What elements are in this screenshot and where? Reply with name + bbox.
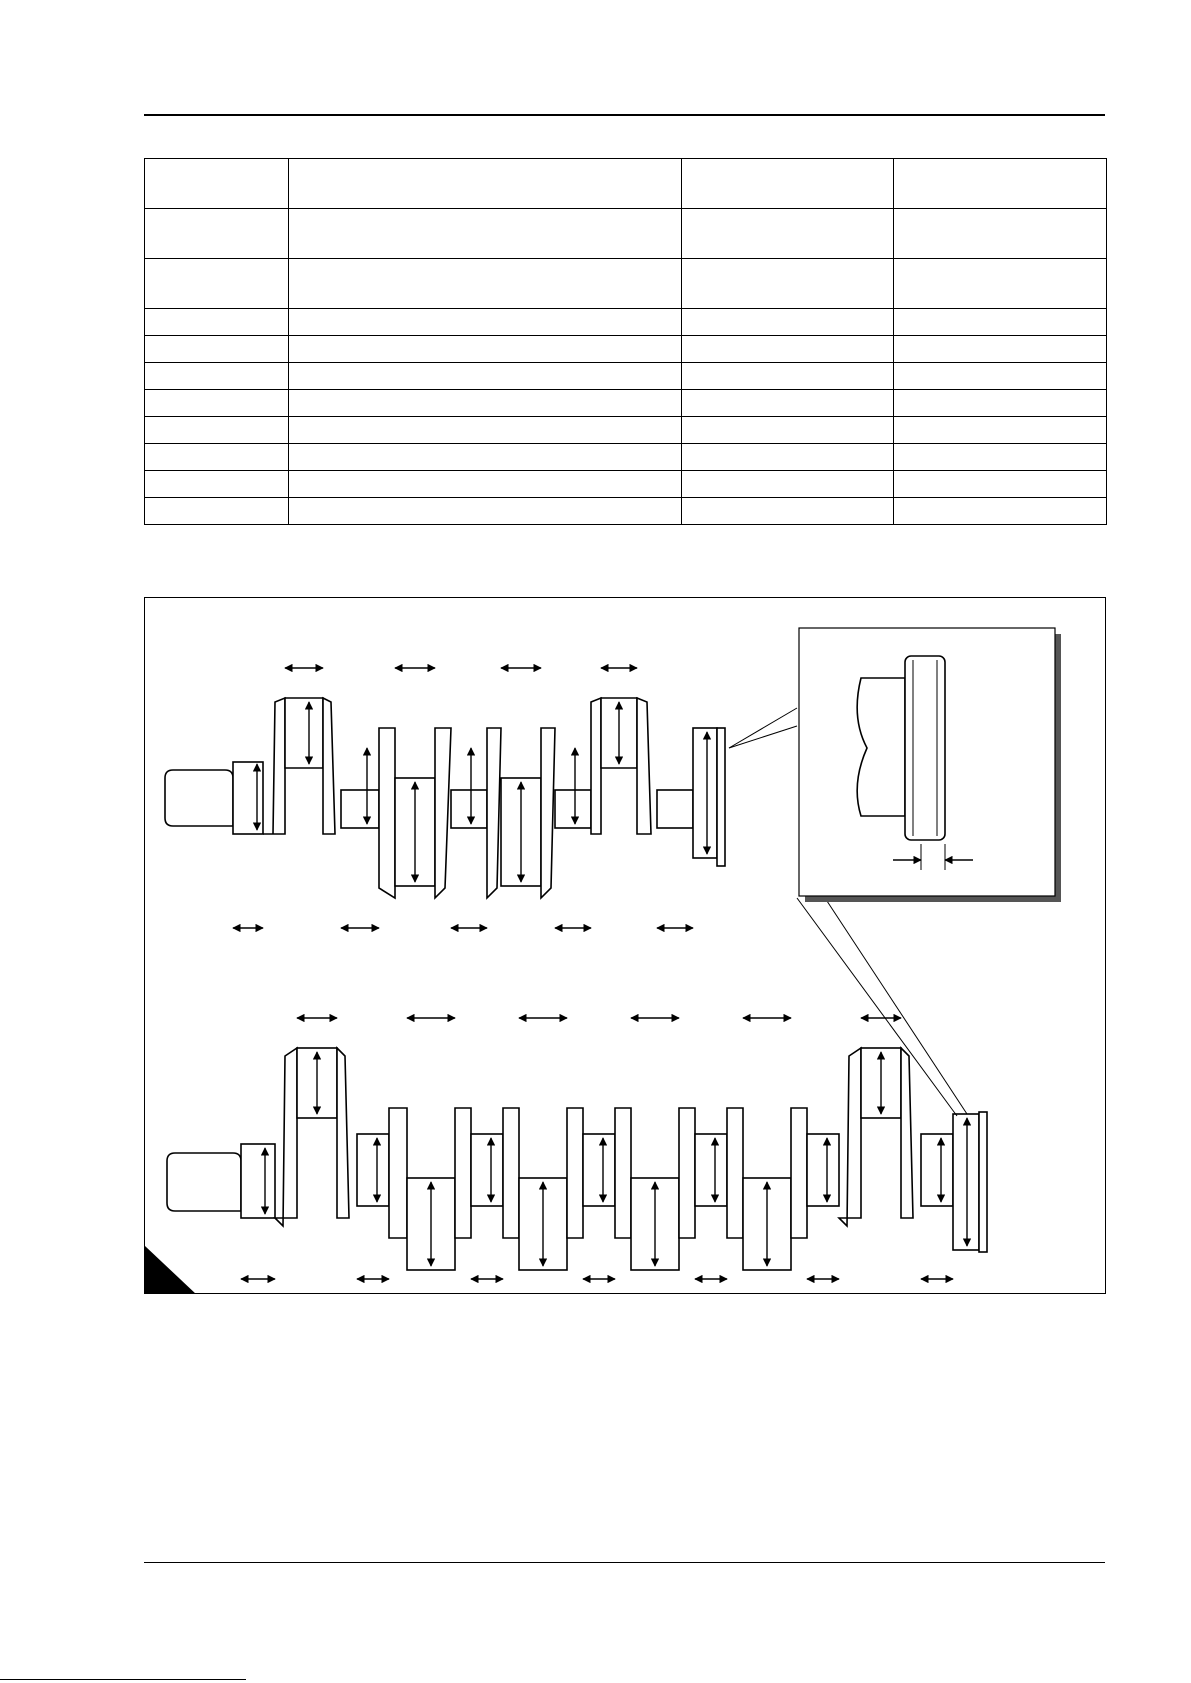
spec-table bbox=[144, 158, 1107, 525]
detail-callout bbox=[729, 628, 1061, 1116]
table-cell bbox=[145, 259, 289, 309]
table-cell bbox=[289, 259, 682, 309]
table-cell bbox=[145, 498, 289, 525]
table-cell bbox=[682, 159, 894, 209]
table-cell bbox=[289, 159, 682, 209]
table-cell bbox=[145, 309, 289, 336]
table-row bbox=[145, 444, 1107, 471]
table-cell bbox=[145, 336, 289, 363]
table-cell bbox=[145, 444, 289, 471]
table-cell bbox=[894, 498, 1107, 525]
table-cell bbox=[145, 471, 289, 498]
table-row bbox=[145, 471, 1107, 498]
table-cell bbox=[894, 159, 1107, 209]
table-cell bbox=[289, 471, 682, 498]
table-cell bbox=[145, 417, 289, 444]
table-cell bbox=[894, 444, 1107, 471]
table-cell bbox=[289, 209, 682, 259]
table-cell bbox=[289, 444, 682, 471]
table-cell bbox=[682, 363, 894, 390]
crankshaft-figure bbox=[144, 597, 1106, 1294]
table-cell bbox=[145, 159, 289, 209]
table-cell bbox=[682, 259, 894, 309]
table-cell bbox=[145, 363, 289, 390]
table-cell bbox=[894, 471, 1107, 498]
table-cell bbox=[289, 390, 682, 417]
table-cell bbox=[145, 209, 289, 259]
table-cell bbox=[894, 309, 1107, 336]
table-cell bbox=[289, 417, 682, 444]
table-cell bbox=[894, 209, 1107, 259]
table-row bbox=[145, 417, 1107, 444]
table-cell bbox=[682, 209, 894, 259]
table-row bbox=[145, 259, 1107, 309]
corner-rule bbox=[0, 1679, 246, 1680]
table-cell bbox=[894, 259, 1107, 309]
table-row bbox=[145, 363, 1107, 390]
table-cell bbox=[894, 363, 1107, 390]
table-row bbox=[145, 336, 1107, 363]
table-cell bbox=[682, 309, 894, 336]
four-cylinder-crankshaft bbox=[165, 698, 725, 898]
corner-marker bbox=[145, 1246, 197, 1294]
table-cell bbox=[682, 417, 894, 444]
table-cell bbox=[682, 336, 894, 363]
table-cell bbox=[289, 309, 682, 336]
spec-table-body bbox=[145, 159, 1107, 525]
table-cell bbox=[682, 498, 894, 525]
table-row bbox=[145, 309, 1107, 336]
table-row bbox=[145, 209, 1107, 259]
crankshaft-drawing bbox=[145, 598, 1106, 1294]
table-cell bbox=[894, 390, 1107, 417]
table-row bbox=[145, 498, 1107, 525]
table-row bbox=[145, 159, 1107, 209]
table-cell bbox=[682, 471, 894, 498]
table-row bbox=[145, 390, 1107, 417]
table-cell bbox=[682, 444, 894, 471]
table-cell bbox=[894, 336, 1107, 363]
table-cell bbox=[682, 390, 894, 417]
six-cylinder-crankshaft bbox=[167, 1048, 987, 1270]
table-cell bbox=[289, 336, 682, 363]
footer-rule bbox=[144, 1562, 1105, 1563]
table-cell bbox=[145, 390, 289, 417]
table-cell bbox=[289, 498, 682, 525]
table-cell bbox=[289, 363, 682, 390]
header-rule bbox=[144, 114, 1105, 116]
table-cell bbox=[894, 417, 1107, 444]
